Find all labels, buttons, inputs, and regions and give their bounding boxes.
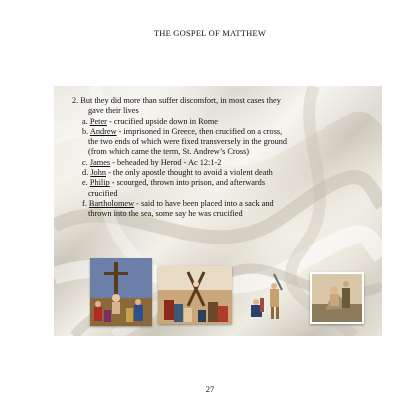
list-item-philip	[72, 178, 372, 188]
list-item-bartholomew	[72, 199, 372, 209]
page-header: THE GOSPEL OF MATTHEW	[153, 28, 267, 38]
apostle-name: John	[90, 168, 106, 178]
crucifixion-crowd-painting-icon	[158, 266, 232, 324]
list-text: - the only apostle thought to avoid a violent death	[106, 168, 273, 178]
page-number: 27	[205, 384, 215, 394]
list-text: - crucified upside down in Rome	[106, 116, 218, 126]
list-item-james	[72, 158, 372, 168]
list-marker: a.	[82, 116, 88, 126]
apostle-name: James	[89, 157, 111, 167]
list-marker: c.	[82, 157, 88, 167]
apostle-name: Bartholomew	[88, 198, 135, 208]
slide-text	[72, 96, 372, 220]
list-text: - scourged, thrown into prison, and afterwards	[109, 178, 266, 188]
beheading-scene-icon	[244, 272, 290, 320]
apostle-name: Peter	[89, 116, 107, 126]
list-text: - beheaded by Herod - Ac 12:1-2	[110, 157, 222, 167]
intro-line: gave their lives	[88, 106, 139, 116]
list-marker: b.	[82, 126, 89, 136]
apostle-name: Philip	[89, 178, 110, 188]
list-item-peter	[72, 117, 372, 127]
list-item-continuation: crucified	[88, 188, 118, 198]
list-item-continuation: (from which came the term, St. Andrew’s Cross)	[88, 147, 250, 157]
list-marker: d.	[82, 168, 89, 178]
list-item-continuation: thrown into the sea, some say he was crucified	[88, 209, 243, 219]
apostle-name: Andrew	[89, 126, 117, 136]
sack-drowning-painting-icon	[310, 272, 364, 324]
martyrdom-painting-icon	[90, 258, 152, 326]
list-item-continuation: the two ends of which were fixed transversely in the ground	[88, 137, 288, 147]
list-text: - said to have been placed into a sack and	[134, 198, 274, 208]
slide	[54, 86, 382, 336]
list-item-john	[72, 168, 372, 178]
list-marker: f.	[82, 198, 87, 208]
list-item-andrew	[72, 127, 372, 137]
intro-line: 2. But they did more than suffer discomfort, in most cases they	[72, 96, 281, 105]
list-text: - imprisoned in Greece, then crucified on a cross,	[116, 126, 283, 136]
list-marker: e.	[82, 178, 88, 188]
